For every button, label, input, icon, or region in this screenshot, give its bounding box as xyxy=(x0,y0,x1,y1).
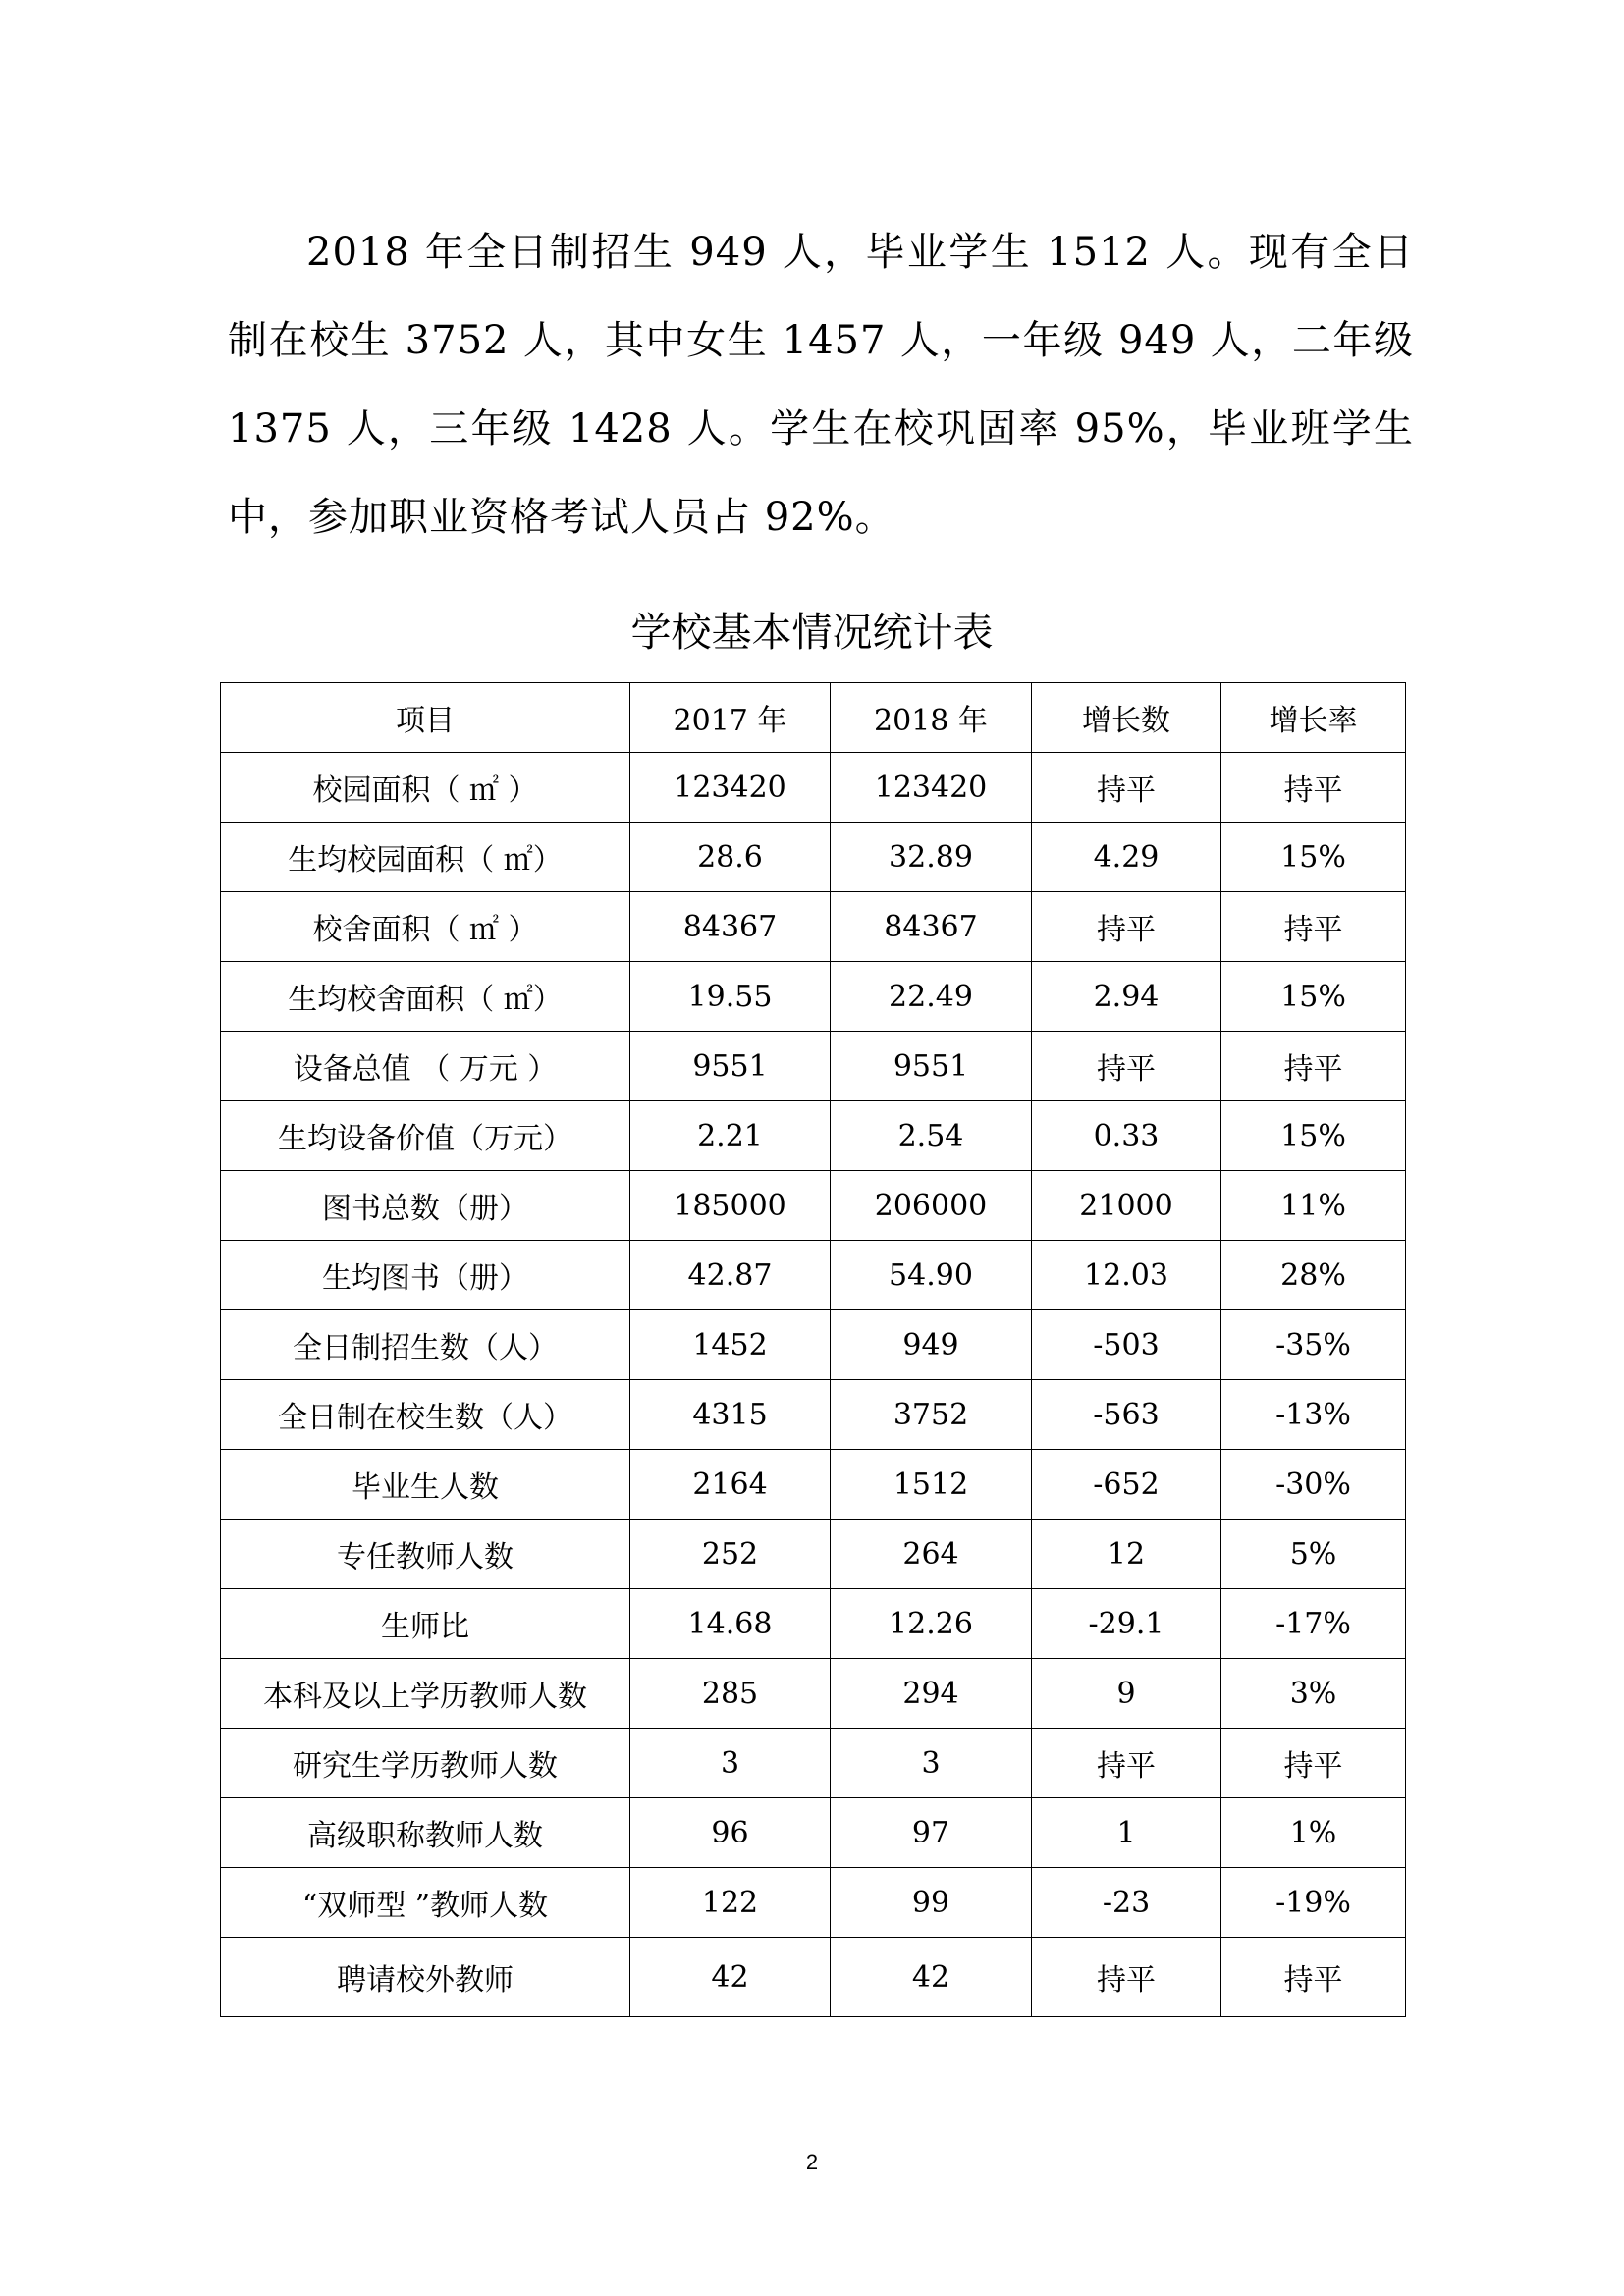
growth-count-cell: -29.1 xyxy=(1032,1589,1221,1659)
table-row xyxy=(221,1310,1406,1380)
table-row xyxy=(221,1589,1406,1659)
growth-rate-cell: 28% xyxy=(1221,1241,1406,1310)
statistics-table xyxy=(220,682,1406,2017)
value-2018-cell: 22.49 xyxy=(831,962,1032,1032)
table-row xyxy=(221,1659,1406,1729)
row-label-cell: 生师比 xyxy=(221,1589,630,1659)
table-body xyxy=(221,753,1406,2017)
row-label-cell: 高级职称教师人数 xyxy=(221,1798,630,1868)
value-2017-cell: 285 xyxy=(630,1659,831,1729)
growth-count-cell: 0.33 xyxy=(1032,1101,1221,1171)
value-2017-cell: 14.68 xyxy=(630,1589,831,1659)
value-2017-cell: 28.6 xyxy=(630,823,831,892)
value-2018-cell: 12.26 xyxy=(831,1589,1032,1659)
growth-rate-cell: -13% xyxy=(1221,1380,1406,1450)
growth-rate-cell: 15% xyxy=(1221,1101,1406,1171)
table-row xyxy=(221,1241,1406,1310)
table-header-row xyxy=(221,683,1406,753)
value-2017-cell: 42.87 xyxy=(630,1241,831,1310)
value-2018-cell: 9551 xyxy=(831,1032,1032,1101)
growth-count-cell: 9 xyxy=(1032,1659,1221,1729)
header-2018: 2018 年 xyxy=(831,683,1032,753)
value-2017-cell: 19.55 xyxy=(630,962,831,1032)
value-2018-cell: 3752 xyxy=(831,1380,1032,1450)
table-row xyxy=(221,823,1406,892)
page-number: 2 xyxy=(805,2150,819,2174)
value-2018-cell: 123420 xyxy=(831,753,1032,823)
growth-count-cell: 持平 xyxy=(1032,1032,1221,1101)
row-label-cell: 毕业生人数 xyxy=(221,1450,630,1520)
body-paragraph: 2018 年全日制招生 949 人，毕业学生 1512 人。现有全日制在校生 3752 人，其中女生 1457 人，一年级 949 人，二年级 1375 人，三年级 1428 人。学生在校巩固率 95%，毕业班学生中，参加职业资格考试人员占 92%。 xyxy=(228,230,1414,540)
value-2018-cell: 264 xyxy=(831,1520,1032,1589)
growth-count-cell: -563 xyxy=(1032,1380,1221,1450)
value-2017-cell: 4315 xyxy=(630,1380,831,1450)
row-label-cell: 本科及以上学历教师人数 xyxy=(221,1659,630,1729)
growth-rate-cell: -35% xyxy=(1221,1310,1406,1380)
growth-rate-cell: -30% xyxy=(1221,1450,1406,1520)
table-title: 学校基本情况统计表 xyxy=(630,609,994,656)
table-row xyxy=(221,1380,1406,1450)
growth-rate-cell: 11% xyxy=(1221,1171,1406,1241)
value-2018-cell: 949 xyxy=(831,1310,1032,1380)
value-2017-cell: 84367 xyxy=(630,892,831,962)
growth-count-cell: 12.03 xyxy=(1032,1241,1221,1310)
row-label-cell: 生均设备价值（万元） xyxy=(221,1101,630,1171)
value-2017-cell: 185000 xyxy=(630,1171,831,1241)
growth-rate-cell: 5% xyxy=(1221,1520,1406,1589)
growth-count-cell: 持平 xyxy=(1032,1729,1221,1798)
header-growth-rate: 增长率 xyxy=(1221,683,1406,753)
value-2017-cell: 9551 xyxy=(630,1032,831,1101)
value-2017-cell: 2.21 xyxy=(630,1101,831,1171)
growth-rate-cell: 15% xyxy=(1221,823,1406,892)
value-2018-cell: 99 xyxy=(831,1868,1032,1938)
value-2018-cell: 97 xyxy=(831,1798,1032,1868)
value-2018-cell: 3 xyxy=(831,1729,1032,1798)
table-row xyxy=(221,1032,1406,1101)
value-2018-cell: 42 xyxy=(831,1938,1032,2017)
row-label-cell: 全日制招生数（人） xyxy=(221,1310,630,1380)
table-row xyxy=(221,1729,1406,1798)
value-2017-cell: 123420 xyxy=(630,753,831,823)
value-2017-cell: 2164 xyxy=(630,1450,831,1520)
row-label-cell: 校舍面积（ ㎡ ） xyxy=(221,892,630,962)
row-label-cell: 生均图书（册） xyxy=(221,1241,630,1310)
value-2017-cell: 96 xyxy=(630,1798,831,1868)
growth-count-cell: -23 xyxy=(1032,1868,1221,1938)
row-label-cell: 研究生学历教师人数 xyxy=(221,1729,630,1798)
growth-count-cell: 12 xyxy=(1032,1520,1221,1589)
growth-count-cell: 持平 xyxy=(1032,1938,1221,2017)
row-label-cell: 生均校舍面积（ ㎡） xyxy=(221,962,630,1032)
growth-rate-cell: 持平 xyxy=(1221,1729,1406,1798)
row-label-cell: 图书总数（册） xyxy=(221,1171,630,1241)
growth-rate-cell: 3% xyxy=(1221,1659,1406,1729)
row-label-cell: 全日制在校生数（人） xyxy=(221,1380,630,1450)
value-2017-cell: 252 xyxy=(630,1520,831,1589)
table-row xyxy=(221,1798,1406,1868)
table-row xyxy=(221,1938,1406,2017)
header-2017: 2017 年 xyxy=(630,683,831,753)
value-2017-cell: 42 xyxy=(630,1938,831,2017)
table-row xyxy=(221,1450,1406,1520)
value-2018-cell: 32.89 xyxy=(831,823,1032,892)
growth-rate-cell: -17% xyxy=(1221,1589,1406,1659)
growth-count-cell: -503 xyxy=(1032,1310,1221,1380)
table-row xyxy=(221,1101,1406,1171)
growth-rate-cell: 持平 xyxy=(1221,892,1406,962)
row-label-cell: “双师型 ”教师人数 xyxy=(221,1868,630,1938)
header-item: 项目 xyxy=(221,683,630,753)
growth-count-cell: 持平 xyxy=(1032,892,1221,962)
table-row xyxy=(221,753,1406,823)
growth-count-cell: 2.94 xyxy=(1032,962,1221,1032)
growth-count-cell: 21000 xyxy=(1032,1171,1221,1241)
value-2017-cell: 1452 xyxy=(630,1310,831,1380)
growth-count-cell: 持平 xyxy=(1032,753,1221,823)
value-2018-cell: 2.54 xyxy=(831,1101,1032,1171)
table-row xyxy=(221,1520,1406,1589)
table-row xyxy=(221,892,1406,962)
value-2018-cell: 54.90 xyxy=(831,1241,1032,1310)
growth-rate-cell: 15% xyxy=(1221,962,1406,1032)
row-label-cell: 生均校园面积（ ㎡） xyxy=(221,823,630,892)
header-growth-count: 增长数 xyxy=(1032,683,1221,753)
row-label-cell: 校园面积（ ㎡ ） xyxy=(221,753,630,823)
value-2018-cell: 206000 xyxy=(831,1171,1032,1241)
growth-count-cell: -652 xyxy=(1032,1450,1221,1520)
row-label-cell: 专任教师人数 xyxy=(221,1520,630,1589)
value-2018-cell: 84367 xyxy=(831,892,1032,962)
growth-rate-cell: 1% xyxy=(1221,1798,1406,1868)
growth-rate-cell: -19% xyxy=(1221,1868,1406,1938)
table-row xyxy=(221,962,1406,1032)
value-2018-cell: 1512 xyxy=(831,1450,1032,1520)
growth-count-cell: 4.29 xyxy=(1032,823,1221,892)
row-label-cell: 设备总值 （ 万元 ） xyxy=(221,1032,630,1101)
value-2017-cell: 3 xyxy=(630,1729,831,1798)
value-2018-cell: 294 xyxy=(831,1659,1032,1729)
row-label-cell: 聘请校外教师 xyxy=(221,1938,630,2017)
growth-rate-cell: 持平 xyxy=(1221,1032,1406,1101)
growth-rate-cell: 持平 xyxy=(1221,753,1406,823)
table-row xyxy=(221,1868,1406,1938)
growth-rate-cell: 持平 xyxy=(1221,1938,1406,2017)
growth-count-cell: 1 xyxy=(1032,1798,1221,1868)
table-row xyxy=(221,1171,1406,1241)
value-2017-cell: 122 xyxy=(630,1868,831,1938)
